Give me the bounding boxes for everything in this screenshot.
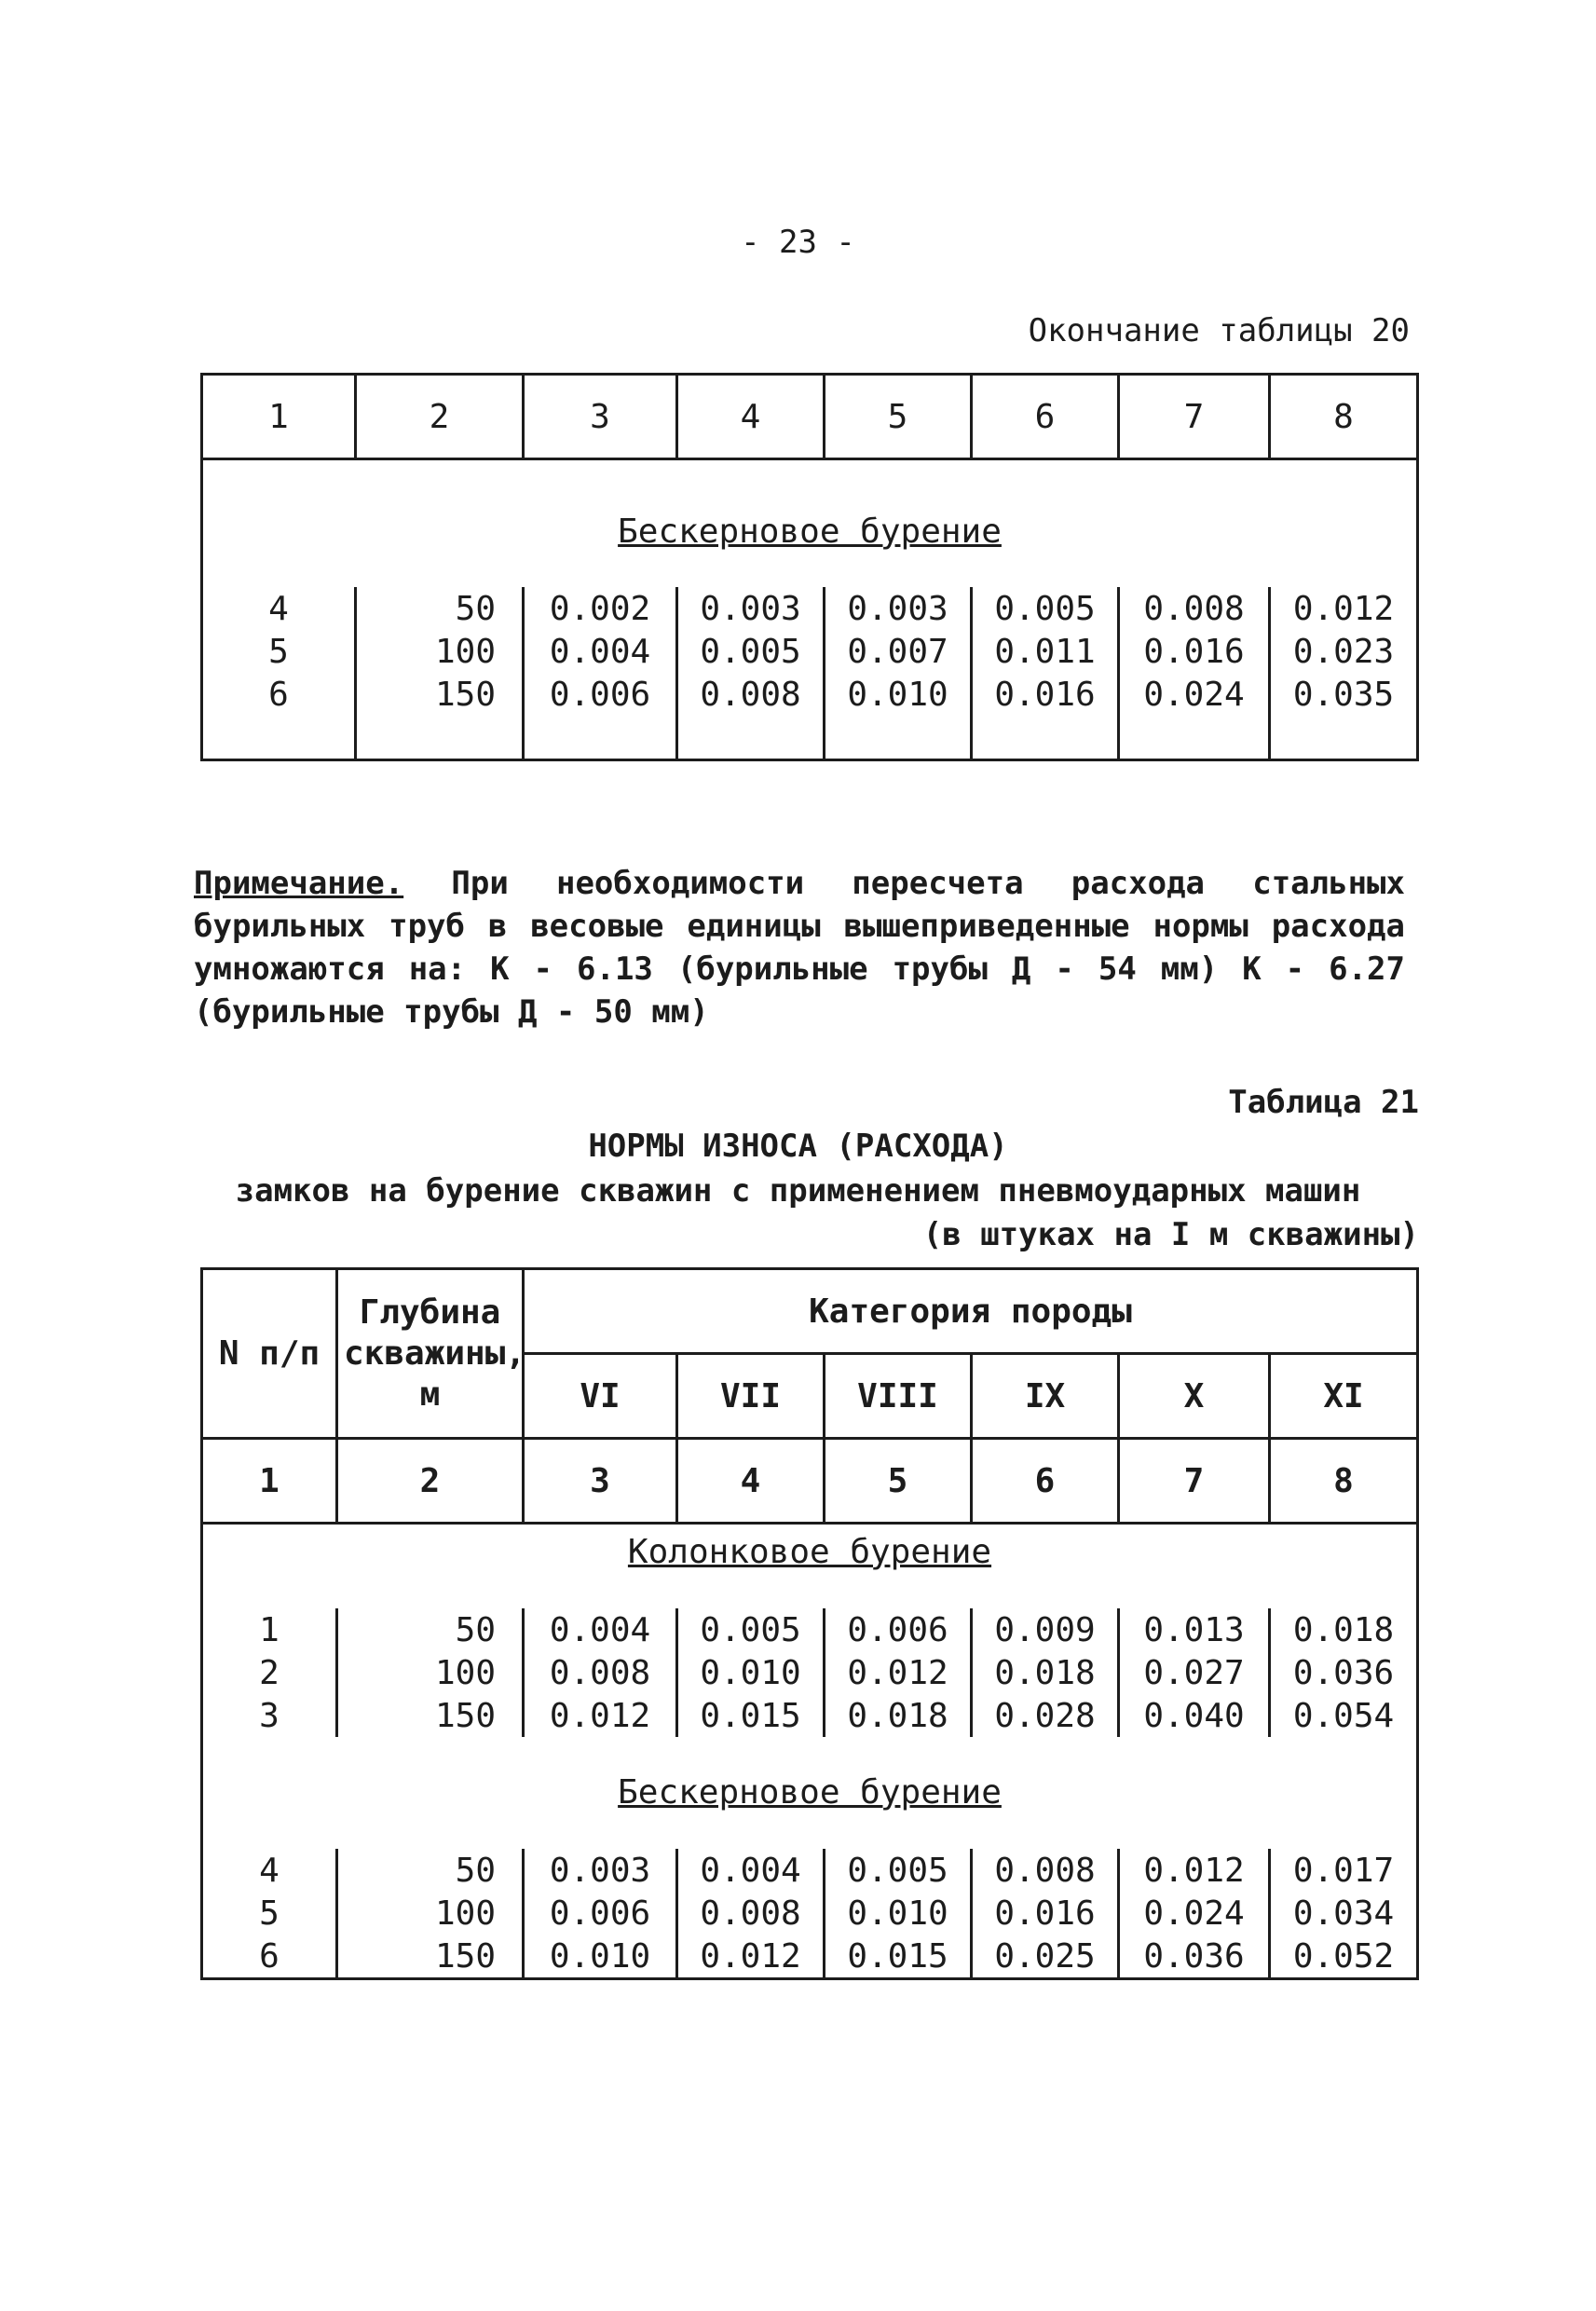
cell: 0.005 bbox=[677, 1608, 825, 1651]
table-row bbox=[202, 587, 1418, 630]
cell: 150 bbox=[337, 1935, 524, 1979]
category-cell: VIII bbox=[825, 1354, 972, 1439]
header-cell: 1 bbox=[202, 1439, 337, 1524]
cell: 0.012 bbox=[677, 1935, 825, 1979]
cell: 0.034 bbox=[1270, 1892, 1418, 1935]
cell: 0.005 bbox=[825, 1849, 972, 1892]
header-cell: 1 bbox=[202, 375, 356, 459]
header-cell: 3 bbox=[524, 375, 677, 459]
cell: 0.016 bbox=[972, 673, 1119, 716]
cell: 0.012 bbox=[1270, 587, 1418, 630]
cell: 100 bbox=[337, 1651, 524, 1694]
cell: 100 bbox=[356, 630, 524, 673]
header-cell: 6 bbox=[972, 1439, 1119, 1524]
table-row bbox=[202, 1694, 1418, 1737]
cell: 0.006 bbox=[524, 1892, 677, 1935]
cell: 0.016 bbox=[972, 1892, 1119, 1935]
cell: 50 bbox=[356, 587, 524, 630]
table-row bbox=[202, 1651, 1418, 1694]
cell: 0.010 bbox=[677, 1651, 825, 1694]
header-cell: 7 bbox=[1119, 375, 1270, 459]
category-cell: IX bbox=[972, 1354, 1119, 1439]
header-cell: 2 bbox=[337, 1439, 524, 1524]
table-row bbox=[202, 673, 1418, 716]
table-20 bbox=[200, 373, 1419, 761]
cell: 0.024 bbox=[1119, 673, 1270, 716]
cell: 0.008 bbox=[677, 1892, 825, 1935]
cell: 1 bbox=[202, 1608, 337, 1651]
page-number: - 23 - bbox=[741, 224, 855, 261]
table-row bbox=[202, 1935, 1418, 1979]
cell: 0.018 bbox=[825, 1694, 972, 1737]
cell: 0.018 bbox=[1270, 1608, 1418, 1651]
cell: 0.007 bbox=[825, 630, 972, 673]
cell: 50 bbox=[337, 1608, 524, 1651]
cell: 2 bbox=[202, 1651, 337, 1694]
continuation-label: Окончание таблицы 20 bbox=[1028, 312, 1410, 349]
cell: 0.010 bbox=[524, 1935, 677, 1979]
header-cell: 5 bbox=[825, 375, 972, 459]
cell: 0.012 bbox=[524, 1694, 677, 1737]
cell: 5 bbox=[202, 1892, 337, 1935]
category-header: Категория породы bbox=[524, 1269, 1418, 1354]
cell: 0.004 bbox=[677, 1849, 825, 1892]
table-21 bbox=[200, 1267, 1419, 1980]
cell: 0.011 bbox=[972, 630, 1119, 673]
cell: 3 bbox=[202, 1694, 337, 1737]
table-21-unit: (в штуках на I м скважины) bbox=[922, 1216, 1419, 1253]
table-21-number-row bbox=[202, 1439, 1418, 1524]
cell: 5 bbox=[202, 630, 356, 673]
table-20-header-row bbox=[202, 375, 1418, 459]
table-row bbox=[202, 1849, 1418, 1892]
category-cell: X bbox=[1119, 1354, 1270, 1439]
cell: 6 bbox=[202, 673, 356, 716]
header-cell: 8 bbox=[1270, 1439, 1418, 1524]
cell: 0.024 bbox=[1119, 1892, 1270, 1935]
cell: 0.012 bbox=[825, 1651, 972, 1694]
category-cell: VII bbox=[677, 1354, 825, 1439]
cell: 0.036 bbox=[1270, 1651, 1418, 1694]
cell: 0.008 bbox=[1119, 587, 1270, 630]
header-cell: 5 bbox=[825, 1439, 972, 1524]
cell: 0.013 bbox=[1119, 1608, 1270, 1651]
header-cell: 8 bbox=[1270, 375, 1418, 459]
header-cell: 6 bbox=[972, 375, 1119, 459]
col-depth-header: Глубина скважины, м bbox=[337, 1269, 524, 1439]
cell: 0.009 bbox=[972, 1608, 1119, 1651]
cell: 0.025 bbox=[972, 1935, 1119, 1979]
note-paragraph bbox=[194, 862, 1405, 1033]
cell: 0.040 bbox=[1119, 1694, 1270, 1737]
cell: 0.036 bbox=[1119, 1935, 1270, 1979]
table-row bbox=[202, 630, 1418, 673]
section-title: Бескерновое бурение bbox=[202, 503, 1418, 559]
table-21-number: Таблица 21 bbox=[1228, 1084, 1419, 1121]
cell: 0.028 bbox=[972, 1694, 1119, 1737]
cell: 0.016 bbox=[1119, 630, 1270, 673]
cell: 0.003 bbox=[524, 1849, 677, 1892]
note-text: При необходимости пересчета расхода стальных бурильных труб в весовые единицы вышеприведенные нормы расхода умножаются на: К - 6.13 (бурильные трубы Д - 54 мм) К - 6.27 (бурильные трубы Д - 50 мм) bbox=[194, 865, 1405, 1031]
cell: 0.010 bbox=[825, 673, 972, 716]
cell: 0.008 bbox=[677, 673, 825, 716]
cell: 0.004 bbox=[524, 1608, 677, 1651]
cell: 0.015 bbox=[677, 1694, 825, 1737]
cell: 150 bbox=[356, 673, 524, 716]
cell: 0.023 bbox=[1270, 630, 1418, 673]
cell: 50 bbox=[337, 1849, 524, 1892]
cell: 0.004 bbox=[524, 630, 677, 673]
cell: 0.018 bbox=[972, 1651, 1119, 1694]
cell: 0.006 bbox=[825, 1608, 972, 1651]
cell: 6 bbox=[202, 1935, 337, 1979]
category-cell: XI bbox=[1270, 1354, 1418, 1439]
category-cell: VI bbox=[524, 1354, 677, 1439]
header-cell: 4 bbox=[677, 375, 825, 459]
cell: 0.003 bbox=[825, 587, 972, 630]
cell: 4 bbox=[202, 1849, 337, 1892]
cell: 0.003 bbox=[677, 587, 825, 630]
table-row bbox=[202, 1608, 1418, 1651]
header-cell: 3 bbox=[524, 1439, 677, 1524]
cell: 4 bbox=[202, 587, 356, 630]
header-cell: 7 bbox=[1119, 1439, 1270, 1524]
table-21-title: НОРМЫ ИЗНОСА (РАСХОДА) bbox=[588, 1128, 1008, 1165]
cell: 0.054 bbox=[1270, 1694, 1418, 1737]
cell: 0.015 bbox=[825, 1935, 972, 1979]
col-number-header: N п/п bbox=[202, 1269, 337, 1439]
cell: 0.005 bbox=[972, 587, 1119, 630]
note-label: Примечание. bbox=[194, 865, 404, 902]
cell: 0.035 bbox=[1270, 673, 1418, 716]
header-cell: 2 bbox=[356, 375, 524, 459]
cell: 0.006 bbox=[524, 673, 677, 716]
cell: 100 bbox=[337, 1892, 524, 1935]
cell: 0.008 bbox=[972, 1849, 1119, 1892]
cell: 0.027 bbox=[1119, 1651, 1270, 1694]
section-title: Колонковое бурение bbox=[202, 1524, 1418, 1579]
table-row bbox=[202, 1892, 1418, 1935]
table-21-subtitle: замков на бурение скважин с применением пневмоударных машин bbox=[235, 1172, 1361, 1210]
cell: 0.052 bbox=[1270, 1935, 1418, 1979]
cell: 0.002 bbox=[524, 587, 677, 630]
cell: 0.017 bbox=[1270, 1849, 1418, 1892]
cell: 150 bbox=[337, 1694, 524, 1737]
cell: 0.005 bbox=[677, 630, 825, 673]
section-title: Бескерновое бурение bbox=[202, 1765, 1418, 1819]
cell: 0.012 bbox=[1119, 1849, 1270, 1892]
cell: 0.008 bbox=[524, 1651, 677, 1694]
header-cell: 4 bbox=[677, 1439, 825, 1524]
cell: 0.010 bbox=[825, 1892, 972, 1935]
